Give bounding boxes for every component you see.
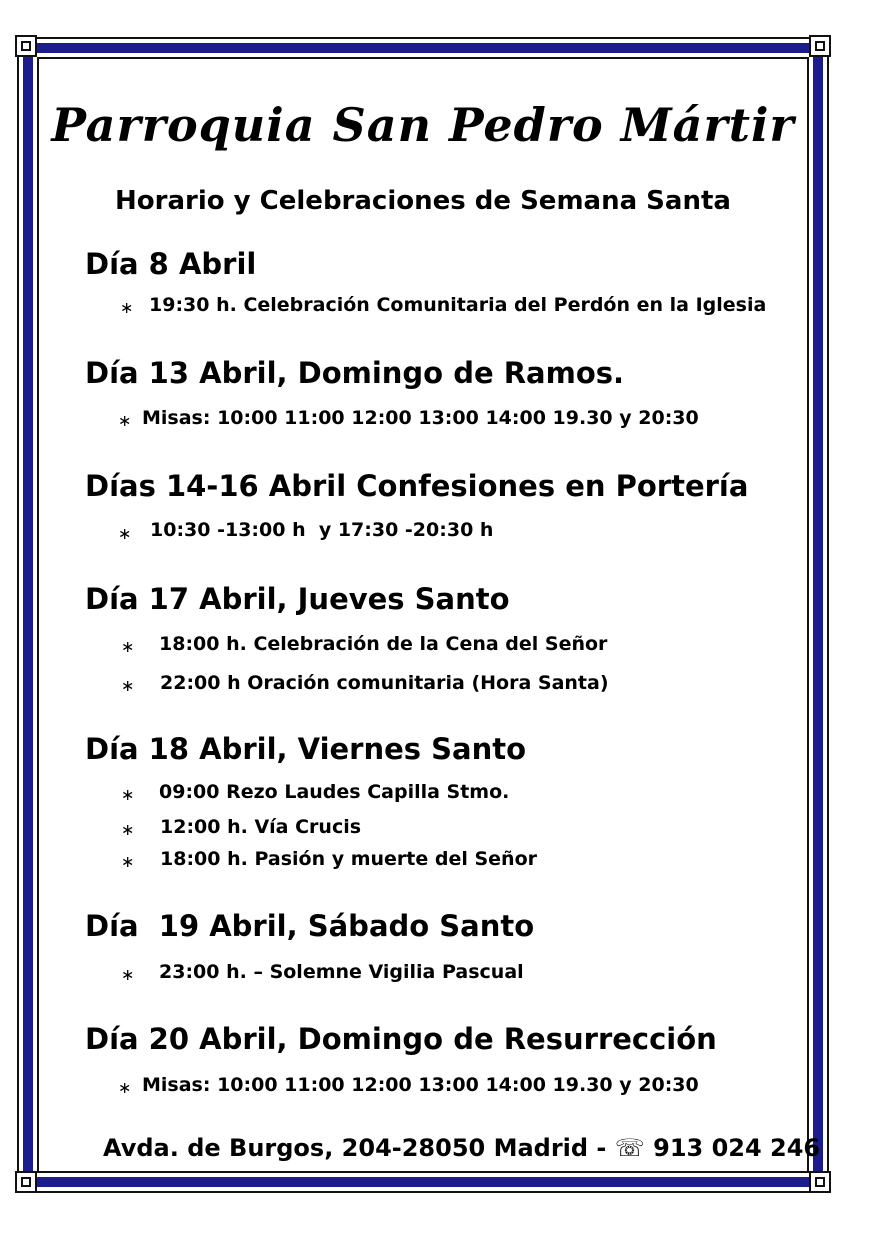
schedule-item: Misas: 10:00 11:00 12:00 13:00 14:00 19.30 y 20:30	[142, 1074, 699, 1096]
page-title: Parroquia San Pedro Mártir	[51, 98, 795, 152]
schedule-item: 18:00 h. Celebración de la Cena del Señor	[159, 633, 608, 655]
day-heading: Día 20 Abril, Domingo de Resurrección	[85, 1022, 717, 1056]
bullet-icon: ∗	[121, 676, 135, 695]
schedule-item: 19:30 h. Celebración Comunitaria del Perdón en la Iglesia	[149, 294, 767, 316]
bullet-icon: ∗	[121, 820, 135, 839]
bullet-icon: ∗	[121, 852, 135, 871]
schedule-item: 12:00 h. Vía Crucis	[160, 816, 362, 838]
bullet-icon: ∗	[118, 1078, 132, 1097]
bullet-icon: ∗	[121, 785, 135, 804]
corner-ornament	[15, 35, 37, 57]
schedule-item: 10:30 -13:00 h y 17:30 -20:30 h	[150, 519, 494, 541]
day-heading: Días 14-16 Abril Confesiones en Portería	[85, 469, 749, 503]
bullet-icon: ∗	[121, 965, 135, 984]
phone-icon: ☏	[614, 1134, 645, 1162]
bullet-icon: ∗	[118, 524, 132, 543]
footer-phone: 913 024 246	[653, 1134, 821, 1162]
day-heading: Día 8 Abril	[85, 247, 257, 281]
corner-ornament	[809, 1171, 831, 1193]
schedule-item: 18:00 h. Pasión y muerte del Señor	[160, 848, 538, 870]
page-subtitle: Horario y Celebraciones de Semana Santa	[115, 186, 731, 216]
schedule-item: 09:00 Rezo Laudes Capilla Stmo.	[159, 781, 510, 803]
day-heading: Día 18 Abril, Viernes Santo	[85, 732, 527, 766]
footer-address: Avda. de Burgos, 204-28050 Madrid -	[103, 1134, 615, 1162]
bullet-icon: ∗	[120, 298, 134, 317]
day-heading: Día 13 Abril, Domingo de Ramos.	[85, 356, 625, 390]
schedule-item: Misas: 10:00 11:00 12:00 13:00 14:00 19.30 y 20:30	[142, 407, 699, 429]
corner-ornament	[15, 1171, 37, 1193]
schedule-item: 23:00 h. – Solemne Vigilia Pascual	[159, 961, 524, 983]
bullet-icon: ∗	[121, 637, 135, 656]
footer-contact	[103, 1134, 820, 1162]
bullet-icon: ∗	[118, 411, 132, 430]
schedule-item: 22:00 h Oración comunitaria (Hora Santa)	[160, 672, 609, 694]
day-heading: Día 19 Abril, Sábado Santo	[85, 909, 535, 943]
corner-ornament	[809, 35, 831, 57]
day-heading: Día 17 Abril, Jueves Santo	[85, 582, 510, 616]
